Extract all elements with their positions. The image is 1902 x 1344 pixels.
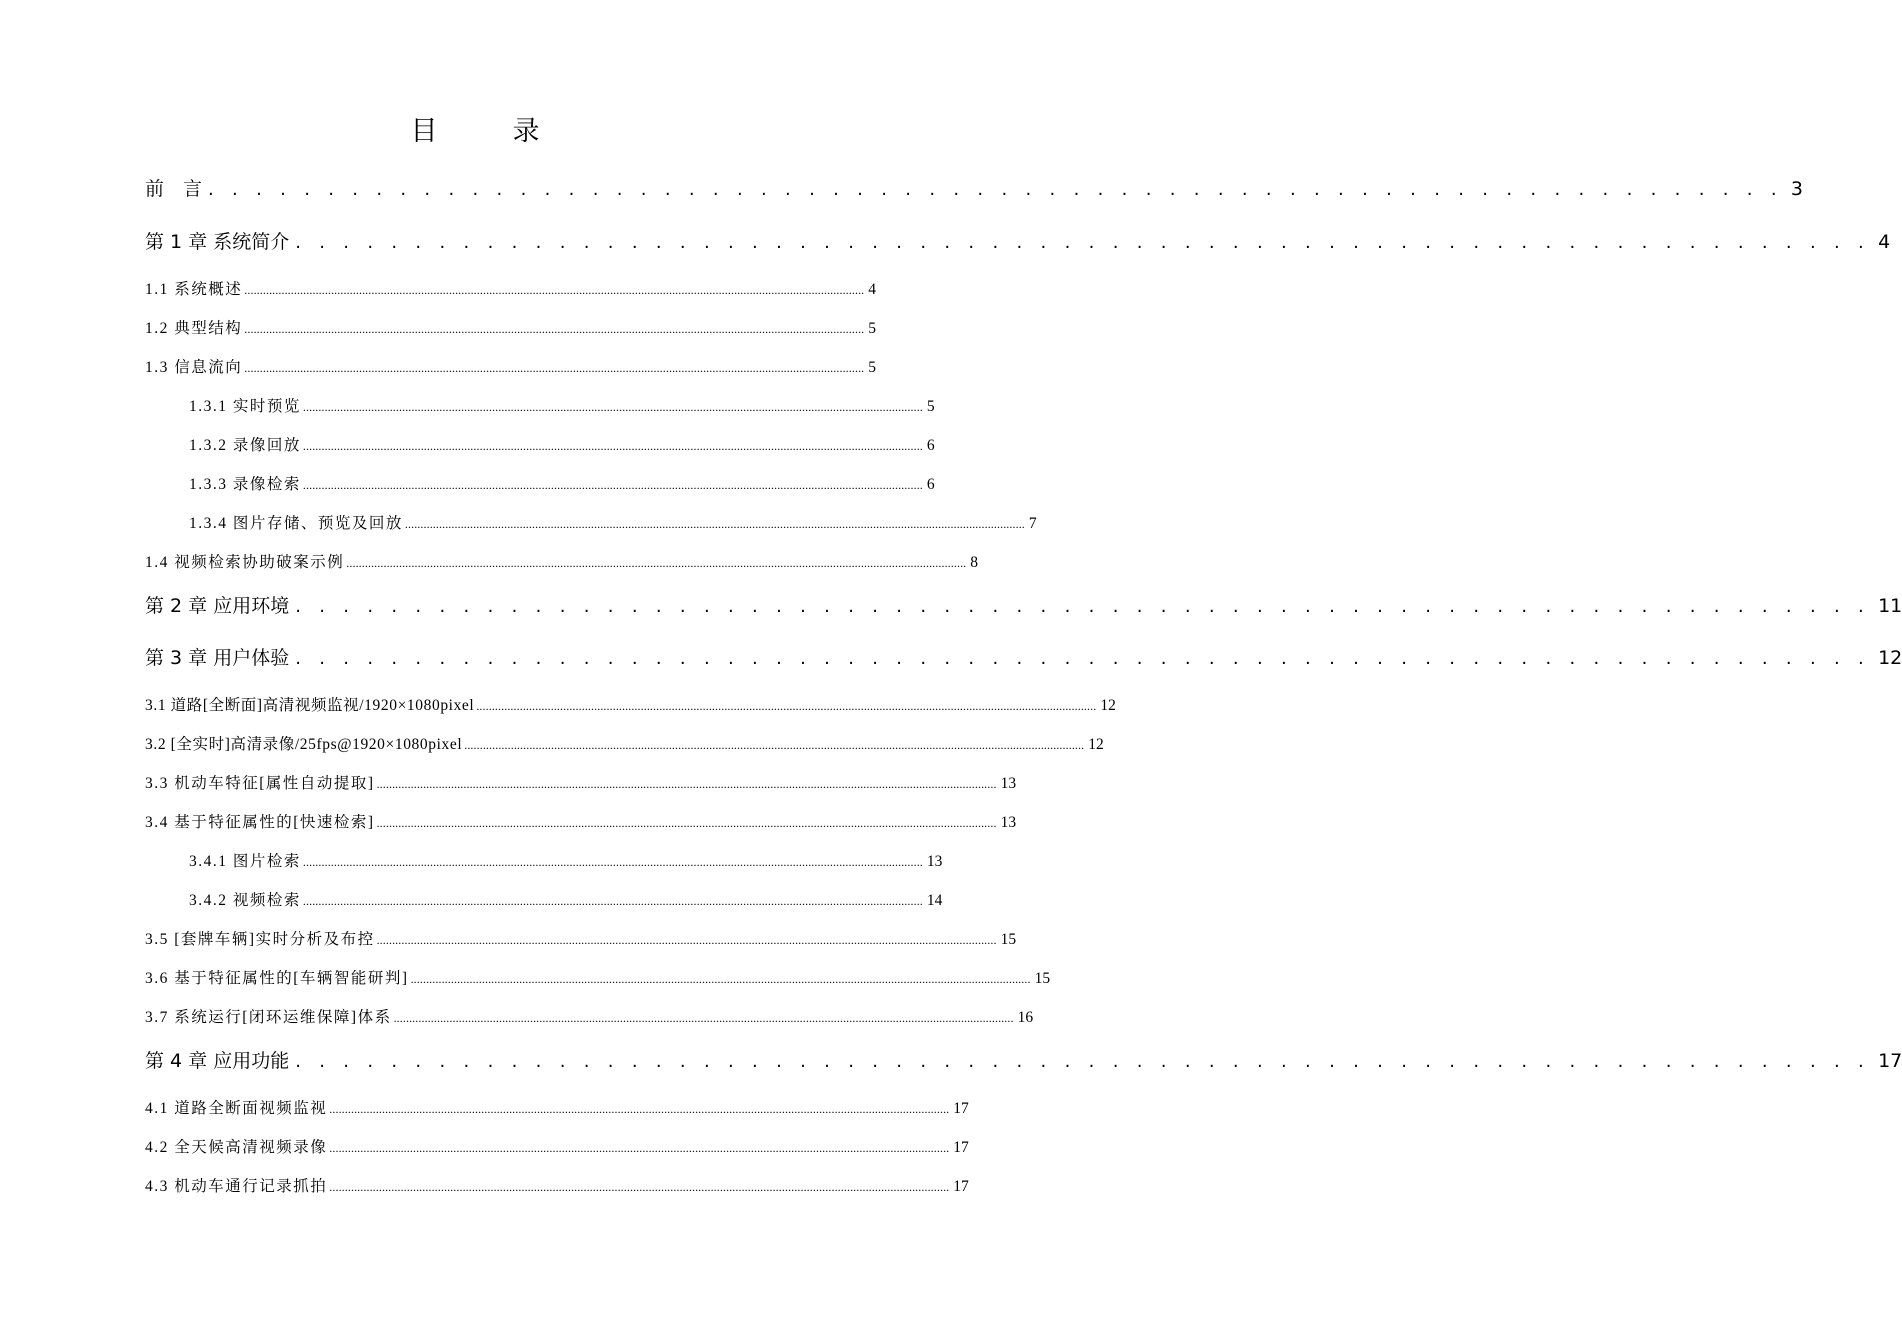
toc-entry-page: 15	[1000, 931, 1017, 948]
toc-entry-1-2[interactable]	[145, 317, 877, 341]
toc-entry-page: 6	[926, 476, 935, 493]
toc-entry-page: 4	[1878, 231, 1891, 253]
toc-entry-title: 1.3.1 实时预览	[189, 398, 301, 415]
toc-entry-3-1[interactable]	[145, 694, 1116, 718]
toc-entry-1-3-3[interactable]	[189, 473, 935, 497]
toc-entry-title: 1.3 信息流向	[145, 359, 243, 376]
toc-entry-page: 3	[1790, 178, 1803, 200]
dot-leader: ........................................................................................................................................................................................................	[302, 855, 923, 869]
toc-entry-page: 15	[1034, 970, 1051, 987]
toc-entry-page: 16	[1017, 1009, 1034, 1026]
toc-entry-3-4-2[interactable]	[189, 889, 943, 913]
dot-leader: . . . . . . . . . . . . . . . . . . . . . . . . . . . . . . . . . . . . . . . . . . . . . . . . . . . . . . . . . . . . . . . . . .	[208, 179, 1783, 200]
toc-entry-page: 5	[868, 359, 877, 376]
toc-entry-1-3-4[interactable]	[189, 512, 1037, 536]
dot-leader: . . . . . . . . . . . . . . . . . . . . . . . . . . . . . . . . . . . . . . . . . . . . . . . . . . . . . . . . . . . . . . . . . .	[295, 232, 1871, 253]
toc-entry-3-2[interactable]	[145, 733, 1104, 757]
toc-entry-preface[interactable]	[145, 174, 1803, 204]
toc-entry-title: 3.3 机动车特征[属性自动提取]	[145, 775, 375, 792]
dot-leader: ........................................................................................................................................................................................................	[376, 777, 997, 791]
toc-entry-4-3[interactable]	[145, 1175, 969, 1199]
toc-entry-1-1[interactable]	[145, 278, 877, 302]
toc-entry-1-3[interactable]	[145, 356, 877, 380]
toc-entry-3-7[interactable]	[145, 1006, 1034, 1030]
toc-entry-title: 前 言	[145, 178, 203, 200]
dot-leader: . . . . . . . . . . . . . . . . . . . . . . . . . . . . . . . . . . . . . . . . . . . . . . . . . . . . . . . . . . . . . . . . . .	[295, 596, 1871, 617]
dot-leader: . . . . . . . . . . . . . . . . . . . . . . . . . . . . . . . . . . . . . . . . . . . . . . . . . . . . . . . . . . . . . . . . . .	[295, 648, 1871, 669]
toc-entry-page: 13	[1000, 814, 1017, 831]
toc-entry-1-3-2[interactable]	[189, 434, 935, 458]
toc-entry-page: 14	[926, 892, 943, 909]
toc-entry-3-6[interactable]	[145, 967, 1051, 991]
toc-entry-chapter-1[interactable]	[145, 227, 1891, 257]
toc-entry-3-5[interactable]	[145, 928, 1017, 952]
dot-leader: ........................................................................................................................................................................................................	[329, 1180, 950, 1194]
toc-entry-title: 第 4 章 应用功能	[145, 1050, 290, 1072]
toc-entry-page: 17	[953, 1178, 969, 1195]
toc-entry-page: 17	[953, 1139, 969, 1156]
dot-leader: ........................................................................................................................................................................................................	[376, 816, 997, 830]
toc-entry-title: 第 3 章 用户体验	[145, 647, 290, 669]
toc-entry-chapter-3[interactable]	[145, 643, 1902, 673]
dot-leader: ........................................................................................................................................................................................................	[476, 699, 1097, 713]
dot-leader: ........................................................................................................................................................................................................	[329, 1102, 950, 1116]
toc-entry-title: 3.1 道路[全断面]高清视频监视/1920×1080pixel	[145, 697, 475, 714]
toc-entry-title: 3.4.1 图片检索	[189, 853, 301, 870]
toc-entry-title: 3.5 [套牌车辆]实时分析及布控	[145, 931, 375, 948]
toc-entry-page: 17	[953, 1100, 969, 1117]
toc-entry-title: 3.7 系统运行[闭环运维保障]体系	[145, 1009, 392, 1026]
toc-entry-title: 1.2 典型结构	[145, 320, 243, 337]
toc-entry-title: 第 2 章 应用环境	[145, 595, 290, 617]
toc-entry-page: 8	[970, 554, 979, 571]
dot-leader: ........................................................................................................................................................................................................	[393, 1011, 1014, 1025]
dot-leader: ........................................................................................................................................................................................................	[244, 322, 865, 336]
dot-leader: ........................................................................................................................................................................................................	[244, 283, 865, 297]
toc-entry-title: 第 1 章 系统简介	[145, 231, 290, 253]
toc-entry-chapter-4[interactable]	[145, 1046, 1902, 1076]
dot-leader: ........................................................................................................................................................................................................	[346, 556, 967, 570]
toc-entry-title: 1.3.3 录像检索	[189, 476, 301, 493]
toc-entry-title: 3.4.2 视频检索	[189, 892, 301, 909]
toc-entry-4-2[interactable]	[145, 1136, 969, 1160]
toc-entry-4-1[interactable]	[145, 1097, 969, 1121]
toc-entry-title: 4.3 机动车通行记录抓拍	[145, 1178, 328, 1195]
toc-entry-page: 12	[1878, 647, 1902, 669]
page-title: 目 录	[410, 116, 564, 147]
dot-leader: ........................................................................................................................................................................................................	[410, 972, 1031, 986]
toc-entry-title: 4.2 全天候高清视频录像	[145, 1139, 328, 1156]
toc-entry-page: 13	[1000, 775, 1017, 792]
toc-entry-title: 4.1 道路全断面视频监视	[145, 1100, 328, 1117]
toc-entry-page: 13	[926, 853, 943, 870]
dot-leader: ........................................................................................................................................................................................................	[302, 400, 923, 414]
toc-entry-page: 12	[1088, 736, 1104, 753]
dot-leader: ........................................................................................................................................................................................................	[329, 1141, 950, 1155]
toc-entry-chapter-2[interactable]	[145, 591, 1902, 621]
toc-entry-1-4[interactable]	[145, 551, 979, 575]
dot-leader: ........................................................................................................................................................................................................	[302, 439, 923, 453]
toc-entry-page: 6	[926, 437, 935, 454]
toc-entry-page: 17	[1878, 1050, 1902, 1072]
dot-leader: ........................................................................................................................................................................................................	[302, 478, 923, 492]
toc-entry-title: 3.6 基于特征属性的[车辆智能研判]	[145, 970, 409, 987]
toc-entry-page: 4	[868, 281, 877, 298]
dot-leader: ........................................................................................................................................................................................................	[404, 517, 1025, 531]
toc-entry-title: 3.2 [全实时]高清录像/25fps@1920×1080pixel	[145, 736, 463, 753]
dot-leader: ........................................................................................................................................................................................................	[244, 361, 865, 375]
toc-entry-page: 5	[868, 320, 877, 337]
toc-entry-title: 1.3.2 录像回放	[189, 437, 301, 454]
toc-entry-title: 1.3.4 图片存储、预览及回放	[189, 515, 403, 532]
dot-leader: ........................................................................................................................................................................................................	[302, 894, 923, 908]
toc-entry-page: 11	[1878, 595, 1902, 617]
toc-entry-title: 1.4 视频检索协助破案示例	[145, 554, 345, 571]
dot-leader: ........................................................................................................................................................................................................	[376, 933, 997, 947]
toc-entry-3-4[interactable]	[145, 811, 1017, 835]
toc-entry-title: 1.1 系统概述	[145, 281, 243, 298]
dot-leader: ........................................................................................................................................................................................................	[464, 738, 1085, 752]
toc-entry-page: 7	[1028, 515, 1037, 532]
toc-entry-3-4-1[interactable]	[189, 850, 943, 874]
dot-leader: . . . . . . . . . . . . . . . . . . . . . . . . . . . . . . . . . . . . . . . . . . . . . . . . . . . . . . . . . . . . . . . . . .	[295, 1051, 1871, 1072]
toc-entry-1-3-1[interactable]	[189, 395, 935, 419]
toc-entry-3-3[interactable]	[145, 772, 1017, 796]
toc-entry-title: 3.4 基于特征属性的[快速检索]	[145, 814, 375, 831]
toc-entry-page: 12	[1100, 697, 1116, 714]
toc-entry-page: 5	[926, 398, 935, 415]
